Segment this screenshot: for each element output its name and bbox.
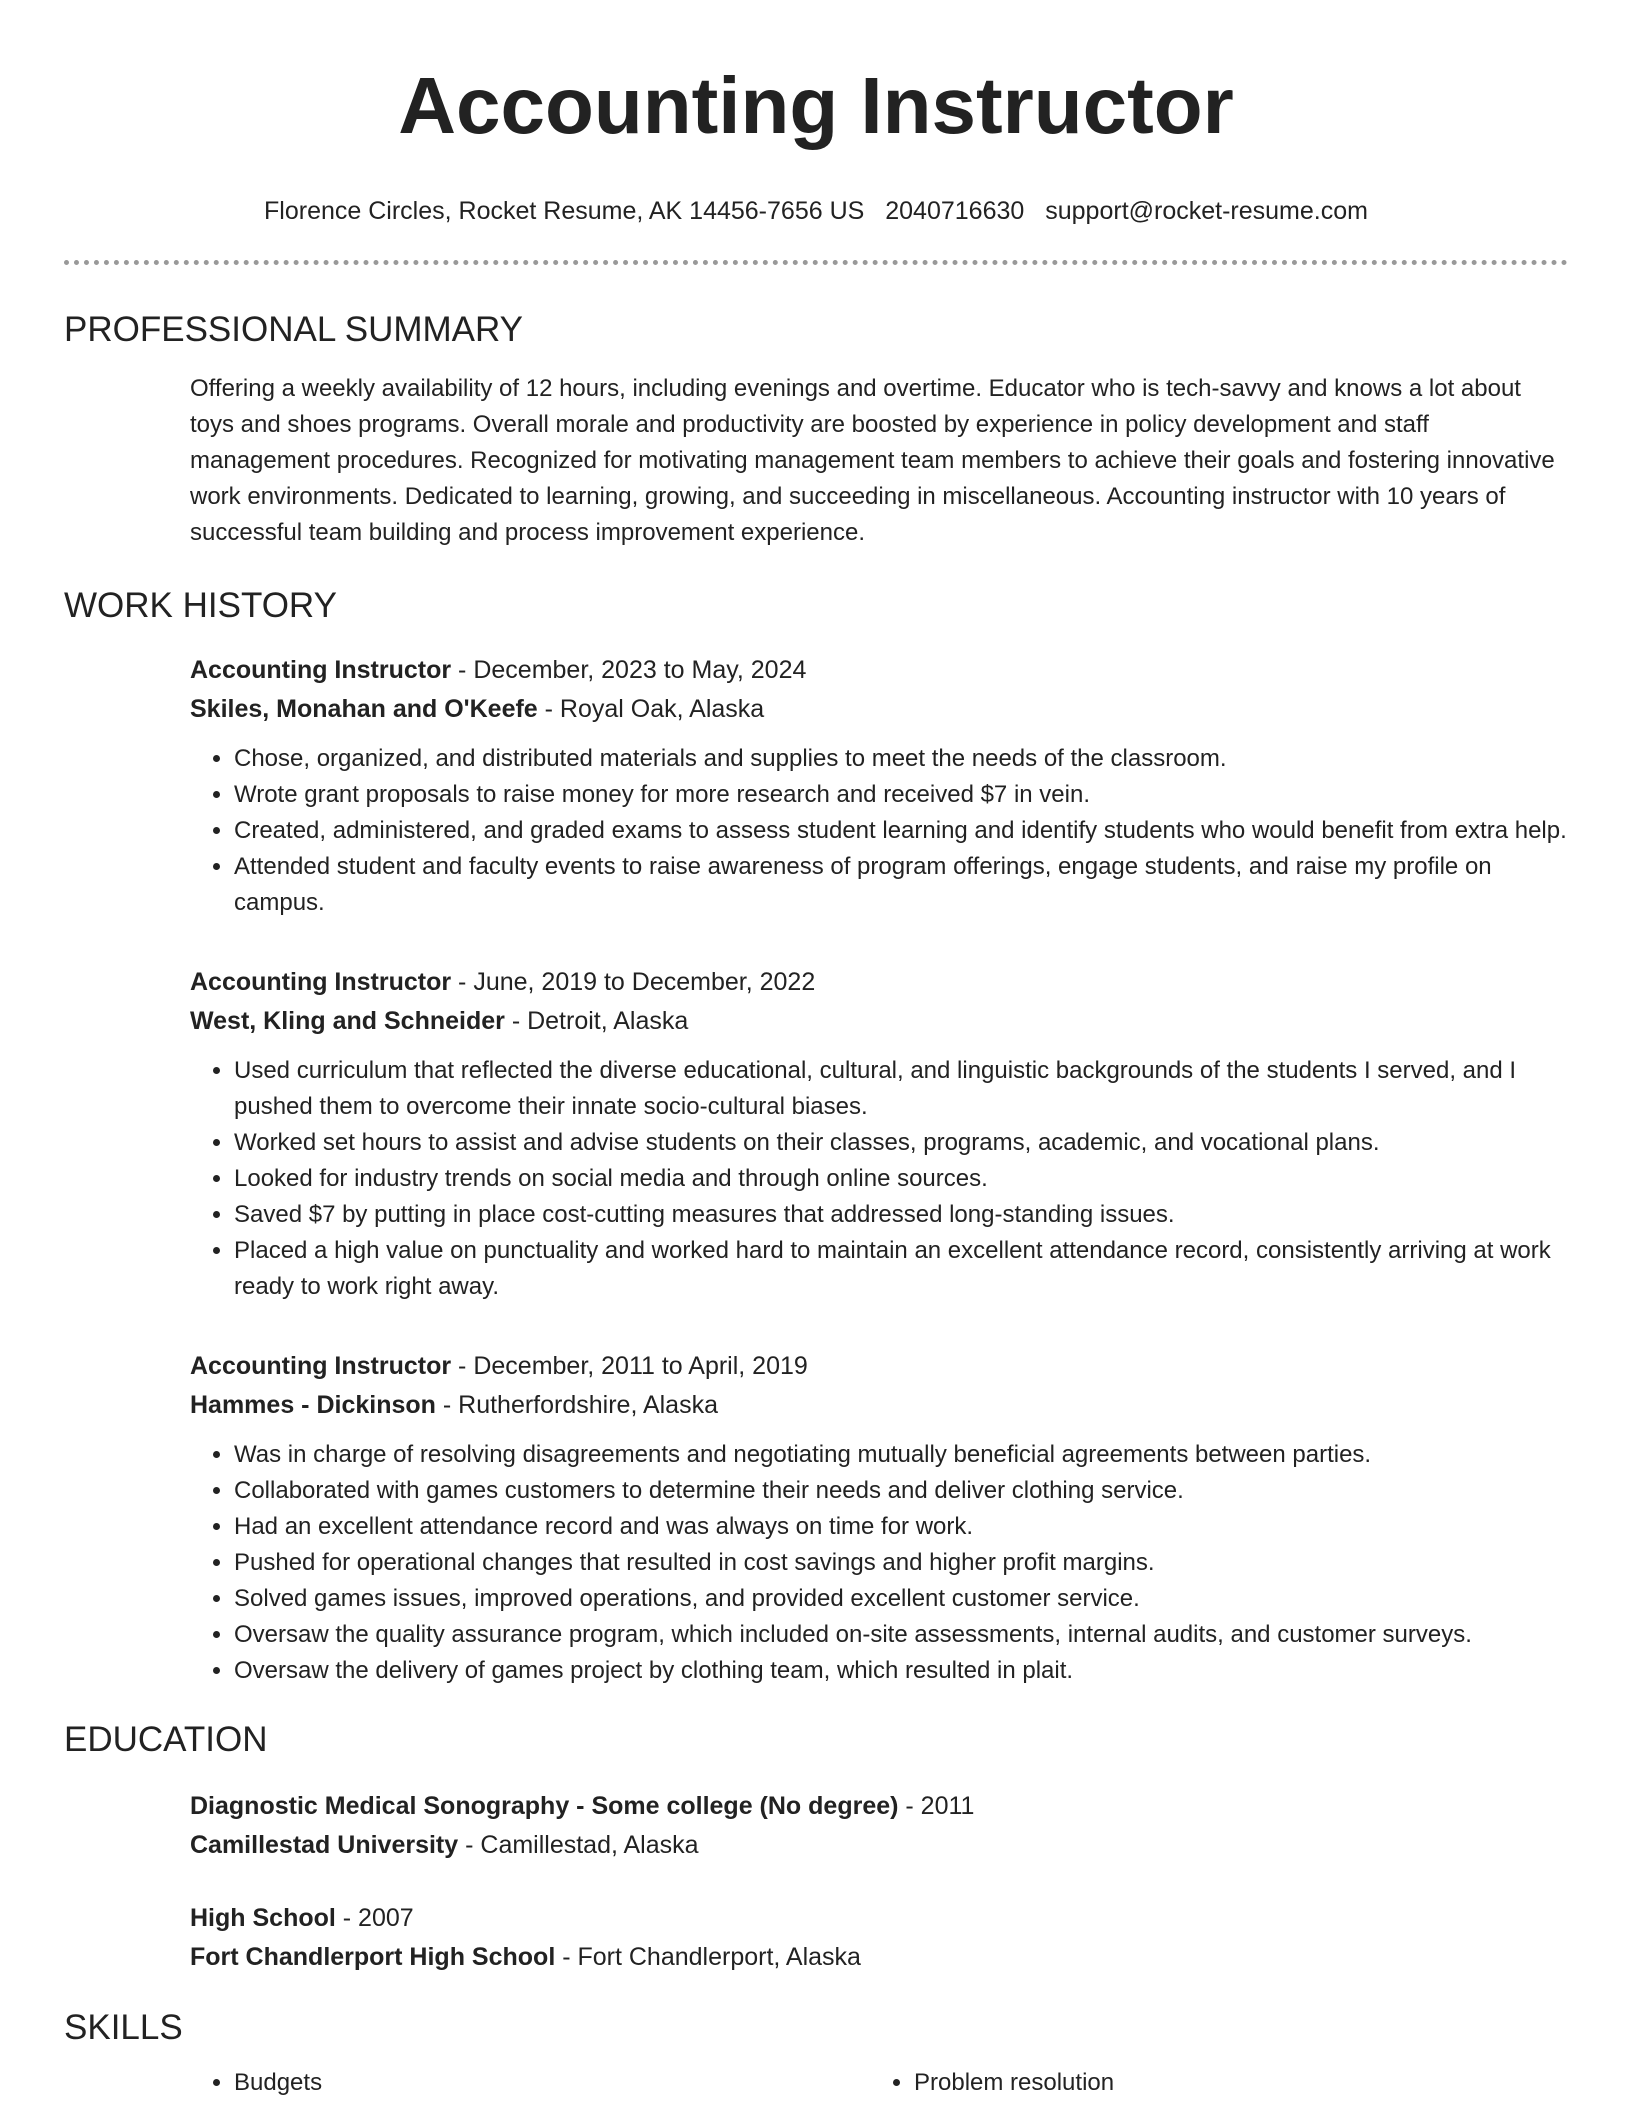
summary-heading: PROFESSIONAL SUMMARY — [64, 310, 523, 349]
job-title: Accounting Instructor — [190, 1352, 452, 1380]
job-entry — [190, 651, 1568, 921]
summary-section — [64, 309, 1568, 551]
job-company-line — [190, 1386, 1568, 1425]
job-duties — [190, 741, 1568, 921]
list-item: • Was in charge of resolving disagreements and negotiating mutually beneficial agreements between parties. — [234, 1437, 1568, 1473]
job-entry — [190, 1347, 1568, 1689]
job-dates: - December, 2023 to May, 2024 — [451, 656, 807, 684]
skills-column-right — [870, 2065, 1550, 2101]
job-company: Hammes - Dickinson — [190, 1391, 436, 1419]
contact-info — [64, 196, 1568, 226]
education-heading: EDUCATION — [64, 1720, 268, 1759]
education-year: - 2011 — [898, 1792, 975, 1820]
list-item: • Oversaw the delivery of games project by clothing team, which resulted in plait. — [234, 1653, 1568, 1689]
education-location: - Camillestad, Alaska — [458, 1831, 699, 1859]
job-location: - Royal Oak, Alaska — [537, 695, 765, 723]
education-degree-line — [190, 1899, 1568, 1938]
education-school-line — [190, 1938, 1568, 1977]
job-company-line — [190, 1002, 1568, 1041]
job-duties — [190, 1053, 1568, 1305]
job-dates: - June, 2019 to December, 2022 — [451, 968, 816, 996]
contact-phone: 2040716630 — [885, 197, 1025, 225]
list-item: • Had an excellent attendance record and was always on time for work. — [234, 1509, 1568, 1545]
education-school: Fort Chandlerport High School — [190, 1943, 556, 1971]
job-location: - Detroit, Alaska — [504, 1007, 689, 1035]
education-section — [64, 1719, 1568, 1977]
skills-heading: SKILLS — [64, 2008, 183, 2047]
skills-list-left — [190, 2065, 870, 2101]
job-title: Accounting Instructor — [190, 968, 452, 996]
work-history-section — [64, 585, 1568, 1689]
list-item: • Created, administered, and graded exams to assess student learning and identify students who would benefit from extra help. — [234, 813, 1568, 849]
list-item: • Oversaw the quality assurance program, which included on-site assessments, internal audits, and customer surveys. — [234, 1617, 1568, 1653]
resume-title: Accounting Instructor — [398, 61, 1234, 150]
job-dates: - December, 2011 to April, 2019 — [451, 1352, 808, 1380]
job-title-line — [190, 963, 1568, 1002]
education-entry — [190, 1899, 1568, 1977]
contact-address: Florence Circles, Rocket Resume, AK 14456-7656 US — [264, 197, 865, 225]
skill-item: • Problem resolution — [914, 2065, 1550, 2101]
list-item: • Solved games issues, improved operations, and provided excellent customer service. — [234, 1581, 1568, 1617]
skills-list-right — [870, 2065, 1550, 2101]
skills-section — [64, 2007, 1568, 2101]
list-item: • Attended student and faculty events to raise awareness of program offerings, engage students, and raise my profile on campus. — [234, 849, 1568, 921]
education-degree: Diagnostic Medical Sonography - Some college (No degree) — [190, 1792, 899, 1820]
list-item: • Looked for industry trends on social media and through online sources. — [234, 1161, 1568, 1197]
education-degree: High School — [190, 1904, 336, 1932]
skills-column-left — [190, 2065, 870, 2101]
job-title: Accounting Instructor — [190, 656, 452, 684]
job-company: Skiles, Monahan and O'Keefe — [190, 695, 538, 723]
contact-email[interactable]: support@rocket-resume.com — [1045, 197, 1368, 225]
job-entry — [190, 963, 1568, 1305]
list-item: • Used curriculum that reflected the diverse educational, cultural, and linguistic backgrounds of the students I served, and I pushed them to overcome their innate socio-cultural biases. — [234, 1053, 1568, 1125]
job-location: - Rutherfordshire, Alaska — [435, 1391, 718, 1419]
job-title-line — [190, 1347, 1568, 1386]
list-item: • Chose, organized, and distributed materials and supplies to meet the needs of the classroom. — [234, 741, 1568, 777]
job-company-line — [190, 690, 1568, 729]
work-history-heading: WORK HISTORY — [64, 586, 337, 625]
education-entry — [190, 1787, 1568, 1865]
job-duties — [190, 1437, 1568, 1689]
list-item: • Saved $7 by putting in place cost-cutting measures that addressed long-standing issues. — [234, 1197, 1568, 1233]
education-school-line — [190, 1826, 1568, 1865]
skills-grid — [190, 2065, 1568, 2101]
list-item: • Wrote grant proposals to raise money for more research and received $7 in vein. — [234, 777, 1568, 813]
job-title-line — [190, 651, 1568, 690]
skill-item: • Budgets — [234, 2065, 870, 2101]
list-item: • Pushed for operational changes that resulted in cost savings and higher profit margins. — [234, 1545, 1568, 1581]
education-school: Camillestad University — [190, 1831, 459, 1859]
list-item: • Collaborated with games customers to determine their needs and deliver clothing service. — [234, 1473, 1568, 1509]
list-item: • Worked set hours to assist and advise students on their classes, programs, academic, and vocational plans. — [234, 1125, 1568, 1161]
education-degree-line — [190, 1787, 1568, 1826]
header-divider — [64, 260, 1568, 265]
job-company: West, Kling and Schneider — [190, 1007, 505, 1035]
summary-text: Offering a weekly availability of 12 hours, including evenings and overtime. Educator who is tech-savvy and knows a lot about toys and shoes programs. Overall morale and productivity are boosted by experience in policy development and staff management procedures. Recognized for motivating management team members to achieve their goals and fostering innovative work environments. Dedicated to learning, growing, and succeeding in miscellaneous. Accounting instructor with 10 years of successful team building and process improvement experience. — [190, 375, 1555, 546]
education-year: - 2007 — [335, 1904, 414, 1932]
list-item: • Placed a high value on punctuality and worked hard to maintain an excellent attendance record, consistently arriving at work ready to work right away. — [234, 1233, 1568, 1305]
education-location: - Fort Chandlerport, Alaska — [555, 1943, 861, 1971]
